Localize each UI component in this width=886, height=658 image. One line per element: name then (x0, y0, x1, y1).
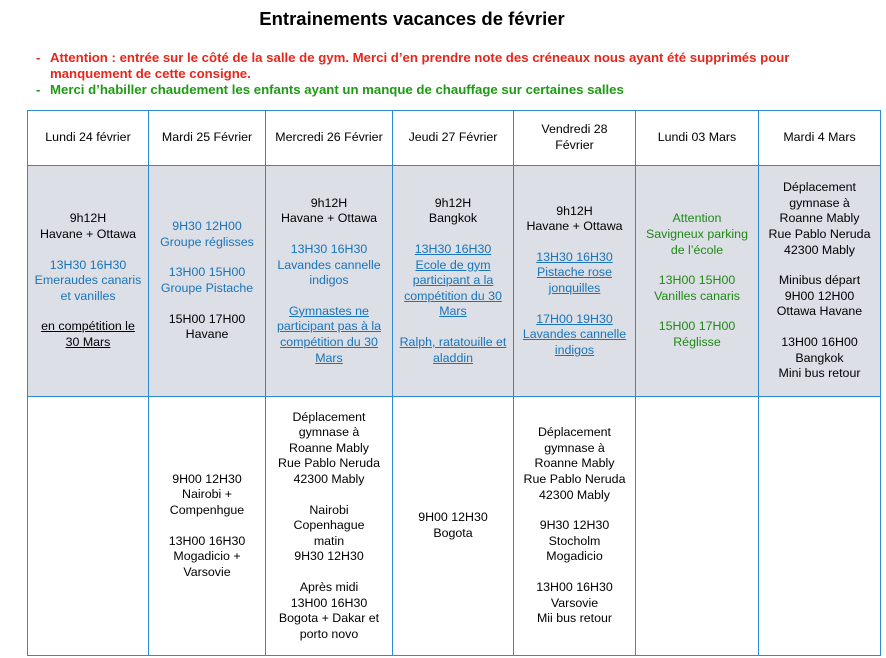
day-header (393, 111, 514, 166)
block-gap (638, 258, 756, 273)
block-gap (268, 488, 390, 503)
session-block (761, 335, 878, 382)
note-attention (36, 50, 866, 82)
session-line: de l’école (670, 242, 724, 257)
day-header (514, 111, 636, 166)
schedule-cell (266, 397, 393, 656)
schedule-cell (149, 166, 266, 397)
session-block (516, 312, 633, 359)
session-line: compétition du 30 (280, 334, 378, 349)
session-block (268, 304, 390, 366)
session-line: jonquilles (548, 281, 601, 295)
schedule-cell (759, 166, 881, 397)
session-line: Mogadicio + (173, 549, 241, 564)
session-line: 13H00 16H30 (168, 533, 246, 548)
session-line: Ottawa Havane (776, 304, 863, 319)
schedule-cell (28, 397, 149, 656)
session-line: 9H00 12H00 (784, 288, 855, 303)
session-line: Mars (315, 350, 343, 365)
session-line: Varsovie (183, 564, 231, 579)
block-gap (151, 297, 263, 312)
session-line: Havane + Ottawa (526, 219, 623, 234)
session-line: gymnase à (789, 195, 850, 210)
day-header (759, 111, 881, 166)
session-line: Havane (185, 327, 229, 342)
session-block (151, 219, 263, 250)
day-header (28, 111, 149, 166)
session-line: Bogota + Dakar et (278, 611, 380, 626)
day-header (266, 111, 393, 166)
session-line: 30 Mars (65, 334, 111, 349)
block-gap (268, 289, 390, 304)
session-block (268, 242, 390, 289)
day-label: Mardi 25 Février (161, 130, 253, 145)
session-block (268, 196, 390, 227)
session-line: Bangkok (428, 211, 478, 226)
session-line: Copenhague (293, 518, 365, 533)
session-line: indigos (309, 273, 349, 288)
schedule-cell (266, 166, 393, 397)
session-line: Roanne Mably (779, 211, 860, 226)
session-line: participant a la (412, 273, 494, 288)
session-block (638, 211, 756, 258)
session-line: Mini bus retour (778, 366, 861, 381)
session-line: compétition du 30 (404, 288, 502, 303)
session-line: 9H30 12H30 (294, 549, 364, 564)
note-heating (36, 82, 866, 98)
session-line: 13H00 16H00 (781, 334, 858, 349)
session-line: 13H30 16H30 (49, 257, 127, 272)
day-label: Lundi 24 février (45, 130, 131, 145)
block-gap (30, 304, 146, 319)
session-line: Stocholm (548, 533, 601, 548)
session-block (268, 503, 390, 565)
session-block (395, 510, 511, 541)
session-line: Vanilles canaris (654, 288, 740, 303)
session-block (30, 258, 146, 305)
session-block (516, 580, 633, 627)
session-block (761, 180, 878, 258)
session-block (395, 196, 511, 227)
note-bullet: - (36, 82, 41, 97)
schedule-cell (393, 166, 514, 397)
block-gap (516, 297, 633, 312)
schedule-cell (636, 397, 759, 656)
notes-list (36, 50, 866, 98)
session-line: Mogadicio (546, 549, 603, 564)
session-line: Roanne Mably (289, 440, 369, 455)
session-line: Déplacement (782, 180, 856, 195)
session-block (516, 518, 633, 565)
block-gap (151, 250, 263, 265)
session-line: participant pas à la (276, 319, 381, 334)
day-header (149, 111, 266, 166)
session-line: en compétition le (41, 319, 135, 334)
session-line: Lavandes cannelle (277, 257, 381, 272)
session-line: Emeraudes canaris (34, 273, 142, 288)
session-line: 13H00 15H00 (658, 273, 736, 288)
session-line: Déplacement (292, 409, 366, 424)
session-block (151, 472, 263, 519)
morning-row (28, 166, 881, 397)
session-line: 13H00 16H30 (536, 579, 613, 594)
header-row (28, 111, 881, 166)
session-line: Bangkok (795, 350, 844, 365)
session-line: Réglisse (673, 334, 721, 349)
session-line: 9H00 12H30 (418, 510, 488, 525)
day-label: Vendredi 28 Février (541, 122, 608, 152)
day-label: Lundi 03 Mars (657, 130, 737, 145)
session-line: Groupe Pistache (160, 281, 254, 295)
session-line: gymnase à (544, 440, 605, 455)
session-line: aladdin (433, 350, 473, 365)
session-line: Bogota (433, 526, 473, 540)
session-block (638, 319, 756, 350)
session-line: 9h12H (310, 195, 348, 210)
block-gap (151, 519, 263, 534)
session-block (395, 335, 511, 366)
session-block (151, 312, 263, 343)
block-gap (395, 320, 511, 335)
session-line: Minibus départ (778, 273, 861, 288)
session-line: indigos (554, 342, 595, 357)
session-line: Rue Pablo Neruda (768, 227, 871, 242)
session-line: 42300 Mably (293, 472, 365, 487)
session-line: Attention (672, 211, 722, 226)
schedule-cell (149, 397, 266, 656)
session-block (268, 580, 390, 642)
session-block (268, 410, 390, 488)
block-gap (395, 227, 511, 242)
session-line: 15H00 17H00 (168, 311, 246, 326)
schedule-cell (514, 166, 636, 397)
session-block (516, 250, 633, 297)
session-line: Déplacement (537, 425, 611, 440)
session-line: Savigneux parking (646, 227, 748, 242)
session-line: 15H00 17H00 (658, 319, 736, 334)
session-line: 9h12H (69, 211, 107, 226)
session-line: Pistache rose (536, 265, 613, 280)
second-row (28, 397, 881, 656)
session-line: Gymnastes ne (289, 303, 369, 318)
session-line: 13H00 16H30 (290, 595, 368, 610)
session-line: Mars (439, 304, 467, 319)
session-block (151, 265, 263, 296)
note-bullet: - (36, 50, 41, 65)
session-block (151, 534, 263, 581)
session-line: Nairobi + (182, 487, 232, 502)
session-line: Compenhgue (169, 502, 245, 517)
session-line: Lavandes cannelle (522, 327, 627, 342)
session-line: matin (313, 533, 345, 548)
schedule-table (27, 110, 881, 656)
session-line: 17H00 19H30 (536, 311, 613, 326)
block-gap (268, 227, 390, 242)
session-block (395, 242, 511, 320)
session-block (30, 211, 146, 242)
session-block (761, 273, 878, 320)
session-line: 9H30 12H00 (172, 219, 242, 234)
block-gap (516, 565, 633, 580)
session-line: Après midi (299, 579, 359, 594)
day-label: Mardi 4 Mars (783, 130, 856, 145)
session-line: 9h12H (556, 203, 593, 218)
session-line: 42300 Mably (784, 242, 855, 257)
session-line: 13H30 16H30 (414, 242, 492, 257)
session-block (30, 319, 146, 350)
session-line: 13H30 16H30 (536, 249, 613, 264)
session-line: 13H30 16H30 (290, 242, 368, 257)
block-gap (761, 258, 878, 273)
schedule-cell (28, 166, 149, 397)
block-gap (268, 565, 390, 580)
schedule-cell (636, 166, 759, 397)
session-block (516, 425, 633, 503)
schedule-cell (514, 397, 636, 656)
session-line: et vanilles (60, 288, 116, 303)
session-line: 42300 Mably (539, 487, 610, 502)
session-line: Rue Pablo Neruda (278, 456, 380, 471)
day-label: Jeudi 27 Février (408, 130, 498, 145)
session-line: Mii bus retour (536, 611, 613, 626)
note-text: Attention : entrée sur le côté de la salle de gym. Merci d’en prendre note des créneaux nous ayant été supprimés pour manquement de cette consigne. (50, 50, 790, 81)
block-gap (516, 235, 633, 250)
block-gap (30, 243, 146, 258)
day-header (636, 111, 759, 166)
session-line: Varsovie (550, 595, 599, 610)
session-block (516, 204, 633, 235)
note-text: Merci d’habiller chaudement les enfants ayant un manque de chauffage sur certaines salles (50, 82, 624, 97)
session-line: Ralph, ratatouille et (399, 334, 507, 349)
session-line: Havane + Ottawa (280, 211, 378, 226)
day-label: Mercredi 26 Février (275, 130, 383, 145)
session-line: Nairobi (309, 502, 349, 517)
session-line: porto novo (299, 626, 359, 641)
session-line: Ecole de gym (415, 257, 491, 272)
session-line: 9h12H (434, 195, 472, 210)
session-line: Rue Pablo Neruda (523, 472, 626, 487)
page-title: Entrainements vacances de février (259, 8, 565, 29)
schedule-cell (393, 397, 514, 656)
block-gap (761, 320, 878, 335)
session-line: Groupe réglisses (160, 234, 254, 249)
session-line: gymnase à (298, 425, 360, 440)
session-line: Roanne Mably (534, 456, 615, 471)
schedule-cell (759, 397, 881, 656)
session-line: 13H00 15H00 (168, 265, 246, 280)
session-block (638, 273, 756, 304)
session-line: Havane + Ottawa (39, 227, 137, 242)
block-gap (638, 304, 756, 319)
session-line: 9H30 12H30 (539, 518, 610, 533)
block-gap (516, 503, 633, 518)
session-line: 9H00 12H30 (172, 471, 242, 486)
